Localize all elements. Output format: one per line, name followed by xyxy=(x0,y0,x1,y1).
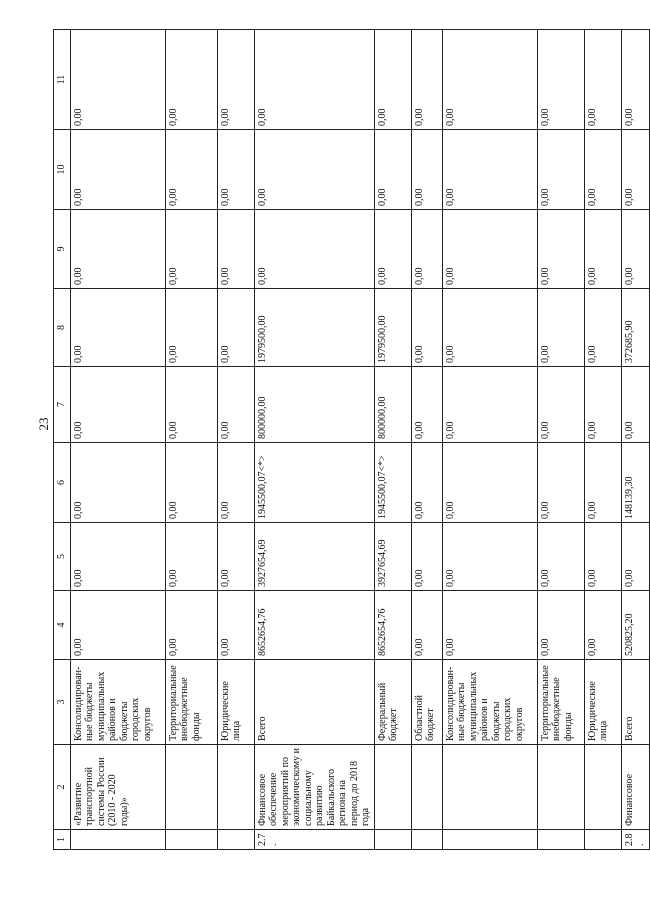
table-cell: Всего xyxy=(621,660,649,745)
table-cell: 0,00 xyxy=(70,523,165,591)
table-cell: 0,00 xyxy=(537,30,584,130)
table-cell: Юридические лица xyxy=(584,660,621,745)
table-cell: 0,00 xyxy=(621,130,649,210)
table-cell: 0,00 xyxy=(374,130,411,210)
table-cell xyxy=(217,745,254,830)
table-cell: «Развитие транспортной системы России (2010 - 2020 годы)» xyxy=(70,745,165,830)
page-number: 23 xyxy=(36,417,51,431)
table-cell: Консолидирован-ные бюджеты муниципальных районов и бюджеты городских округов xyxy=(70,660,165,745)
table-cell xyxy=(374,745,411,830)
table-cell: Федеральный бюджет xyxy=(374,660,411,745)
table-cell: 372685,90 xyxy=(621,289,649,367)
table-cell: 0,00 xyxy=(584,591,621,660)
col-header: 9 xyxy=(54,210,71,289)
table-row xyxy=(254,30,374,850)
table-cell: 520825,20 xyxy=(621,591,649,660)
table-cell: 0,00 xyxy=(374,30,411,130)
col-header: 2 xyxy=(54,745,71,830)
table-cell: 0,00 xyxy=(442,30,537,130)
table-cell xyxy=(584,830,621,850)
table-cell: 0,00 xyxy=(217,523,254,591)
table-cell: 0,00 xyxy=(70,30,165,130)
table-cell: Юридические лица xyxy=(217,660,254,745)
table-cell: 0,00 xyxy=(537,210,584,289)
table-cell: 0,00 xyxy=(621,210,649,289)
table-row xyxy=(442,30,537,850)
table-cell: 0,00 xyxy=(217,367,254,443)
table-header-row xyxy=(54,30,71,850)
col-header: 1 xyxy=(54,830,71,850)
table-cell: 0,00 xyxy=(70,289,165,367)
table-cell: 0,00 xyxy=(411,443,442,523)
table-cell: 0,00 xyxy=(411,523,442,591)
table-cell: 0,00 xyxy=(537,130,584,210)
table-row xyxy=(621,30,649,850)
table-cell: 0,00 xyxy=(537,523,584,591)
col-header: 10 xyxy=(54,130,71,210)
table-cell: Консолидирован-ные бюджеты муниципальных районов и бюджеты городских округов xyxy=(442,660,537,745)
col-header: 6 xyxy=(54,443,71,523)
table-cell: 0,00 xyxy=(70,591,165,660)
table-cell: 0,00 xyxy=(411,591,442,660)
table-row xyxy=(584,30,621,850)
table-cell: 2.7. xyxy=(254,830,374,850)
table-cell: 0,00 xyxy=(254,130,374,210)
col-header: 8 xyxy=(54,289,71,367)
table-cell: 0,00 xyxy=(411,367,442,443)
table-cell: 0,00 xyxy=(70,443,165,523)
table-cell: Областной бюджет xyxy=(411,660,442,745)
table-cell: 0,00 xyxy=(584,130,621,210)
table-cell: 0,00 xyxy=(411,130,442,210)
table-cell: 0,00 xyxy=(411,210,442,289)
table-cell xyxy=(537,745,584,830)
table-cell: 8652654,76 xyxy=(374,591,411,660)
table-cell xyxy=(537,830,584,850)
table-cell xyxy=(584,745,621,830)
table-row xyxy=(217,30,254,850)
table-cell: 0,00 xyxy=(70,210,165,289)
table-cell: 0,00 xyxy=(70,367,165,443)
table-cell: 0,00 xyxy=(584,210,621,289)
table-cell: 3927654,69 xyxy=(254,523,374,591)
table-cell: 0,00 xyxy=(165,130,217,210)
table-cell: 0,00 xyxy=(621,367,649,443)
table-cell: 0,00 xyxy=(165,367,217,443)
table-cell: 0,00 xyxy=(584,30,621,130)
table-cell: 0,00 xyxy=(537,591,584,660)
table-cell: 0,00 xyxy=(584,367,621,443)
table-cell: 0,00 xyxy=(442,130,537,210)
table-cell: 1945500,07<*> xyxy=(374,443,411,523)
table-cell: Территориальные внебюджетные фонды xyxy=(165,660,217,745)
table-cell: Территориальные внебюджетные фонды xyxy=(537,660,584,745)
table-cell: 0,00 xyxy=(165,591,217,660)
table-cell: 0,00 xyxy=(254,30,374,130)
table-body xyxy=(54,30,650,850)
table-cell: 148139,30 xyxy=(621,443,649,523)
table-cell xyxy=(442,830,537,850)
table-cell: 0,00 xyxy=(254,210,374,289)
table-cell: Всего xyxy=(254,660,374,745)
table-cell: 0,00 xyxy=(442,523,537,591)
col-header: 4 xyxy=(54,591,71,660)
table-cell: 1945500,07<*> xyxy=(254,443,374,523)
table-cell: 0,00 xyxy=(165,289,217,367)
table-cell: 0,00 xyxy=(584,523,621,591)
table-cell xyxy=(442,745,537,830)
table-cell: 0,00 xyxy=(442,210,537,289)
table-cell xyxy=(70,830,165,850)
table-cell: 0,00 xyxy=(165,30,217,130)
table-cell: 0,00 xyxy=(165,523,217,591)
table-cell: 0,00 xyxy=(442,591,537,660)
table-cell: Финансовое обеспечение мероприятий по экономическому и социальному развитию Байкальского региона на период до 2018 года xyxy=(254,745,374,830)
table-row xyxy=(411,30,442,850)
table-cell: 0,00 xyxy=(165,210,217,289)
table-cell: 0,00 xyxy=(217,443,254,523)
table-cell: 0,00 xyxy=(442,289,537,367)
table-cell: 0,00 xyxy=(537,289,584,367)
table-row xyxy=(165,30,217,850)
table-cell: 0,00 xyxy=(411,30,442,130)
col-header: 5 xyxy=(54,523,71,591)
table-cell: 8652654,76 xyxy=(254,591,374,660)
table-cell: 2.8. xyxy=(621,830,649,850)
table-cell: 0,00 xyxy=(217,130,254,210)
table-cell xyxy=(374,830,411,850)
table-cell xyxy=(217,830,254,850)
table-cell xyxy=(165,830,217,850)
col-header: 3 xyxy=(54,660,71,745)
table-cell xyxy=(411,745,442,830)
table-cell: 0,00 xyxy=(621,523,649,591)
table-cell: 0,00 xyxy=(584,443,621,523)
table-cell: 800000,00 xyxy=(374,367,411,443)
table-row xyxy=(374,30,411,850)
table-cell: 0,00 xyxy=(217,289,254,367)
table-cell: 0,00 xyxy=(442,367,537,443)
table-cell: 0,00 xyxy=(217,210,254,289)
rotated-table-container xyxy=(53,30,646,850)
col-header: 7 xyxy=(54,367,71,443)
table-cell: 0,00 xyxy=(584,289,621,367)
table-cell: 1979500,00 xyxy=(374,289,411,367)
table-cell xyxy=(411,830,442,850)
table-cell: 800000,00 xyxy=(254,367,374,443)
table-cell: 3927654,69 xyxy=(374,523,411,591)
table-cell: 0,00 xyxy=(374,210,411,289)
table-cell: 0,00 xyxy=(411,289,442,367)
table-cell: 0,00 xyxy=(217,591,254,660)
table-cell: 0,00 xyxy=(537,443,584,523)
table-cell xyxy=(165,745,217,830)
table-cell: 0,00 xyxy=(537,367,584,443)
table-row xyxy=(70,30,165,850)
budget-table xyxy=(53,29,650,850)
table-cell: 0,00 xyxy=(621,30,649,130)
table-cell: 0,00 xyxy=(217,30,254,130)
col-header: 11 xyxy=(54,30,71,130)
table-cell: 0,00 xyxy=(70,130,165,210)
table-cell: 0,00 xyxy=(442,443,537,523)
table-cell: 0,00 xyxy=(165,443,217,523)
table-row xyxy=(537,30,584,850)
table-cell: Финансовое xyxy=(621,745,649,830)
table-cell: 1979500,00 xyxy=(254,289,374,367)
